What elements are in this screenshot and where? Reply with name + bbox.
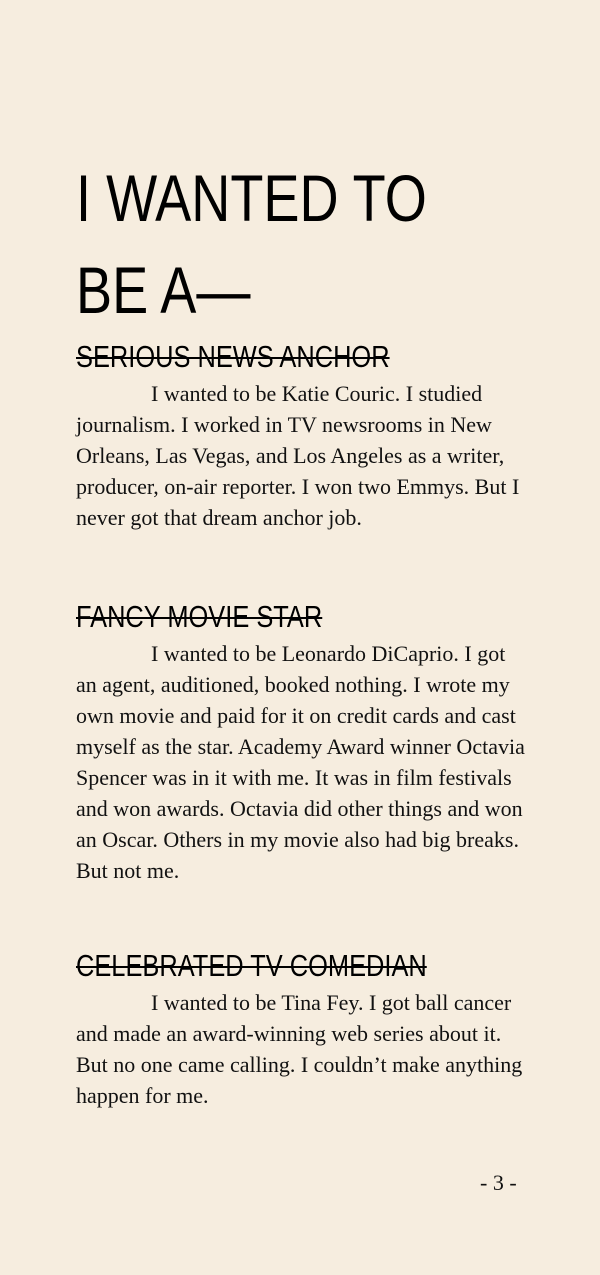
section-heading: SERIOUS NEWS ANCHOR [76,339,390,374]
page-number: - 3 - [480,1170,517,1195]
section-news-anchor [76,340,531,533]
section-heading: FANCY MOVIE STAR [76,599,323,634]
section-movie-star [76,600,531,886]
section-heading: CELEBRATED TV COMEDIAN [76,948,427,983]
section-body: I wanted to be Tina Fey. I got ball cancer and made an award-winning web series about it. But no one came calling. I couldn’t make anything happen for me. [76,990,523,1108]
page-title: I WANTED TO BE A— [76,161,427,327]
section-body: I wanted to be Katie Couric. I studied journalism. I worked in TV newsrooms in New Orleans, Las Vegas, and Los Angeles as a writer, producer, on-air reporter. I won two Emmys. But I never got that dream anchor job. [76,381,520,530]
section-tv-comedian [76,949,531,1111]
section-body: I wanted to be Leonardo DiCaprio. I got an agent, auditioned, booked nothing. I wrote my own movie and paid for it on credit cards and cast myself as the star. Academy Award winner Octavia Spencer was in it with me. It was in film festivals and won awards. Octavia did other things and won an Oscar. Others in my movie also had big breaks. But not me. [76,641,525,883]
